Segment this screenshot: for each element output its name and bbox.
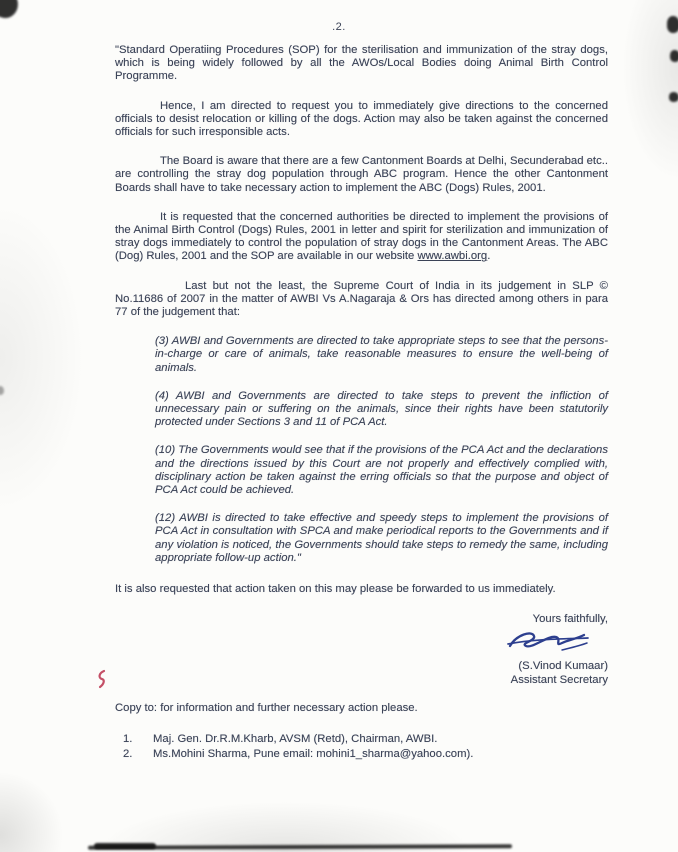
copy-to-item-text: Maj. Gen. Dr.R.M.Kharb, AVSM (Retd), Chairman, AWBI. xyxy=(153,732,438,745)
website-link[interactable]: www.awbi.org xyxy=(417,250,488,263)
scan-artifact-bottom-line xyxy=(88,844,512,849)
page-number: .2. xyxy=(332,21,346,33)
paragraph-abc-rules-text: It is requested that the concerned authorities be directed to implement the provisions of the Animal Birth Control (Dogs) Rules, 2001 in letter and spirit for sterilization and immunization of stray dogs immediately to control the population of stray dogs in the Cantonment Areas. The ABC (Dog) Rules, 2001 and the SOP are available in our website xyxy=(115,210,608,263)
copy-to-heading: Copy to: for information and further necessary action please. xyxy=(115,701,418,714)
copy-to-item xyxy=(115,732,608,747)
copy-to-item xyxy=(115,747,608,762)
scan-artifact-top-left xyxy=(0,0,22,21)
letter-body xyxy=(115,44,608,762)
handwritten-signature-icon xyxy=(504,629,590,657)
scan-artifact-right-edge xyxy=(669,92,678,102)
red-pen-mark-icon xyxy=(95,669,109,694)
quote-clause-10: (10) The Governments would see that if the provisions of the PCA Act and the declarations and the directions issued by this Court are not properly and effectively complied with, disciplinary action be taken against the erring officials so that the purpose and object of PCA Act could be achieved. xyxy=(155,444,608,497)
paragraph-sop: "Standard Operatiing Procedures (SOP) for the sterilisation and immunization of the stray dogs, which is being widely followed by all the AWOs/Local Bodies doing Animal Birth Control Programme. xyxy=(115,44,608,83)
scan-artifact-right-edge xyxy=(667,16,678,33)
signatory-title: Assistant Secretary xyxy=(510,673,608,686)
scan-artifact-left-edge xyxy=(0,386,4,395)
paragraph-supreme-court: Last but not the least, the Supreme Court of India in its judgement in SLP © No.11686 of 2007 in the matter of AWBI Vs A.Nagaraja & Ors has directed among others in para 77 of the judgement that: xyxy=(115,279,608,319)
quote-clause-3: (3) AWBI and Governments are directed to take appropriate steps to see that the persons-in-charge or care of animals, take reasonable measures to ensure the well-being of animals. xyxy=(155,335,608,374)
quote-clause-12: (12) AWBI is directed to take effective and speedy steps to implement the provisions of PCA Act in consultation with SPCA and make periodical reports to the Governments and if any violation is noticed, the Governments should take steps to remedy the same, including appropriate follow-up action." xyxy=(155,512,608,564)
signatory-name: (S.Vinod Kumaar) xyxy=(518,659,608,672)
copy-to-item-text: Ms.Mohini Sharma, Pune email: mohini1_sharma@yahoo.com). xyxy=(153,747,474,760)
judgement-quotes xyxy=(155,335,608,565)
scan-artifact-right-edge xyxy=(670,50,678,62)
paragraph-cantonment-boards: The Board is aware that there are a few Cantonment Boards at Delhi, Secunderabad etc.. are controlling the stray dog population through ABC program. Hence the other Cantonment Boards shall have to take necessary action to implement the ABC (Dogs) Rules, 2001. xyxy=(115,155,608,194)
copy-to-section xyxy=(115,702,608,762)
paragraph-abc-rules xyxy=(115,211,608,264)
quote-clause-4: (4) AWBI and Governments are directed to take steps to prevent the infliction of unnecessary pain or suffering on the animals, since their rights have been statutorily protected under Sections 3 and 11 of PCA Act. xyxy=(155,389,608,429)
paragraph-hence: Hence, I am directed to request you to immediately give directions to the concerned officials to desist relocation or killing of the dogs. Action may also be taken against the concerned officials for such irresponsible acts. xyxy=(115,99,608,139)
copy-to-item-number: 2. xyxy=(123,747,133,760)
paragraph-abc-rules-tail: . xyxy=(487,250,491,263)
valediction: Yours faithfully, xyxy=(532,613,608,626)
signature-block xyxy=(115,612,608,686)
copy-to-item-number: 1. xyxy=(123,732,133,745)
closing-line: It is also requested that action taken on this may please be forwarded to us immediately. xyxy=(115,583,556,596)
